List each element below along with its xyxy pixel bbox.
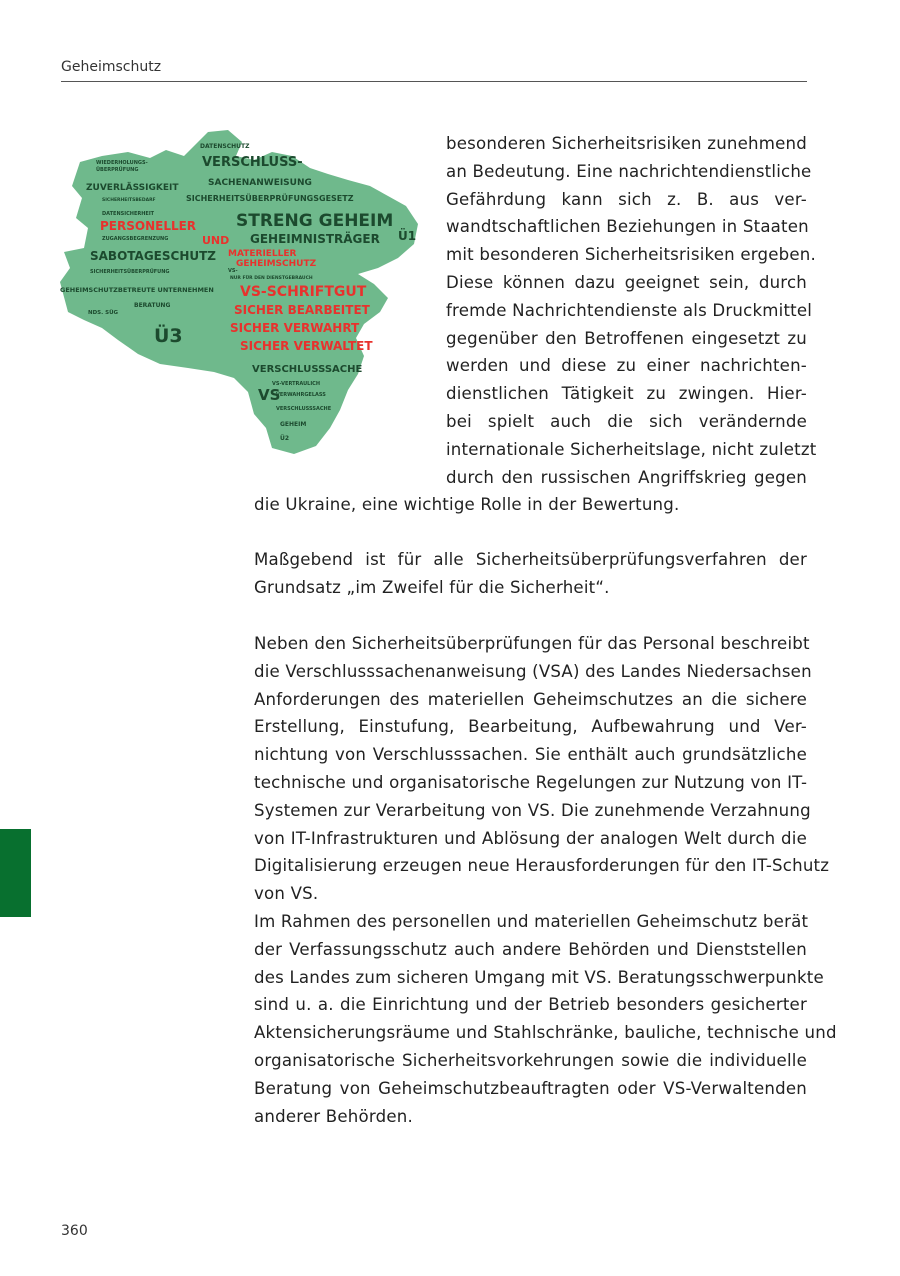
text-line: werden und diese zu einer nachrichten-	[446, 356, 807, 376]
cloud-word: SICHERHEITSÜBERPRÜFUNG	[90, 269, 170, 275]
cloud-word: Ü3	[154, 325, 183, 347]
text-line: mit besonderen Sicherheitsrisiken ergeben.	[446, 245, 816, 265]
cloud-word: NUR FÜR DEN DIENSTGEBRAUCH	[230, 276, 313, 281]
cloud-word: VERSCHLUSSSACHE	[276, 406, 332, 412]
text-line: internationale Sicherheitslage, nicht zuletzt	[446, 439, 817, 459]
cloud-word: NDS. SÜG	[88, 310, 119, 316]
cloud-word: Ü2	[280, 435, 290, 442]
header-rule	[61, 81, 807, 82]
text-line: gegenüber den Betroffenen eingesetzt zu	[446, 328, 807, 348]
cloud-word: SICHER VERWAHRT	[230, 321, 360, 335]
cloud-word: DATENSCHUTZ	[200, 143, 250, 150]
text-line: Im Rahmen des personellen und materiellen Geheimschutz berät	[254, 911, 809, 931]
text-line: wandtschaftlichen Beziehungen in Staaten	[446, 217, 809, 237]
cloud-word: STRENG GEHEIM	[236, 211, 394, 231]
cloud-word: WIEDERHOLUNGS-	[96, 160, 148, 166]
cloud-word: GEHEIMSCHUTZ	[236, 259, 317, 269]
cloud-word: BERATUNG	[134, 302, 171, 309]
text-line: Systemen zur Verarbeitung von VS. Die zunehmende Verzahnung	[254, 800, 811, 820]
text-line: Anforderungen des materiellen Geheimschutzes an die sichere	[254, 689, 807, 709]
text-line: an Bedeutung. Eine nachrichtendienstliche	[446, 161, 812, 181]
cloud-word: SABOTAGESCHUTZ	[90, 249, 216, 263]
text-line: Maßgebend ist für alle Sicherheitsüberprüfungsverfahren der	[254, 550, 807, 569]
running-title: Geheimschutz	[61, 59, 162, 75]
page-number: 360	[61, 1223, 88, 1239]
text-line: Erstellung, Einstufung, Bearbeitung, Aufbewahrung und Ver-	[254, 717, 807, 737]
text-line: organisatorische Sicherheitsvorkehrungen sowie die individuelle	[254, 1050, 807, 1070]
text-line: anderer Behörden.	[254, 1106, 413, 1126]
text-line: Aktensicherungsräume und Stahlschränke, bauliche, technische und	[254, 1023, 837, 1043]
cloud-word: VS-SCHRIFTGUT	[240, 284, 367, 300]
cloud-word: DATENSICHERHEIT	[102, 211, 155, 217]
text-line: fremde Nachrichtendienste als Druckmittel	[446, 300, 813, 320]
text-line: des Landes zum sicheren Umgang mit VS. Beratungsschwerpunkte	[254, 967, 824, 987]
cloud-word: SICHER BEARBEITET	[234, 303, 370, 317]
cloud-word: GEHEIM	[280, 421, 307, 428]
text-line: Grundsatz „im Zweifel für die Sicherheit“.	[254, 577, 610, 597]
cloud-word: UND	[202, 234, 230, 247]
text-line: die Verschlusssachenanweisung (VSA) des Landes Niedersachsen	[254, 661, 812, 681]
text-line: nichtung von Verschlusssachen. Sie enthält auch grundsätzliche	[254, 745, 807, 765]
text-line: Neben den Sicherheitsüberprüfungen für das Personal beschreibt	[254, 634, 810, 653]
cloud-word: SICHERHEITSÜBERPRÜFUNGSGESETZ	[186, 194, 354, 203]
cloud-word: VS-VERTRAULICH	[272, 381, 321, 387]
text-line: technische und organisatorische Regelungen zur Nutzung von IT-	[254, 772, 808, 792]
text-line: Diese können dazu geeignet sein, durch	[446, 272, 807, 292]
cloud-word: ZUGANGSBEGRENZUNG	[102, 236, 169, 242]
cloud-word: PERSONELLER	[100, 219, 197, 233]
cloud-word: SICHER VERWALTET	[240, 339, 373, 353]
chapter-side-tab	[0, 829, 31, 917]
wordcloud-map-image	[58, 128, 424, 458]
cloud-word: VERSCHLUSS-	[202, 155, 303, 170]
text-line: bei spielt auch die sich verändernde	[446, 411, 807, 431]
cloud-word: VS	[258, 386, 281, 404]
text-line: von VS.	[254, 884, 319, 904]
text-line: von IT-Infrastrukturen und Ablösung der analogen Welt durch die	[254, 828, 807, 848]
cloud-word: GEHEIMNISTRÄGER	[250, 232, 380, 246]
paragraph-3	[254, 630, 837, 1130]
text-line: Gefährdung kann sich z. B. aus ver-	[446, 189, 807, 209]
paragraph-1-tail	[254, 491, 807, 519]
text-line: die Ukraine, eine wichtige Rolle in der Bewertung.	[254, 495, 680, 514]
text-line: der Verfassungsschutz auch andere Behörden und Dienststellen	[254, 939, 807, 959]
cloud-word: VERWAHRGELASS	[276, 392, 326, 398]
text-line: Beratung von Geheimschutzbeauftragten oder VS-Verwaltenden	[254, 1078, 807, 1098]
cloud-word: SACHENANWEISUNG	[208, 178, 312, 188]
cloud-word: MATERIELLER	[228, 249, 297, 259]
text-line: dienstlichen Tätigkeit zu zwingen. Hier-	[446, 384, 807, 404]
text-line: besonderen Sicherheitsrisiken zunehmend	[446, 134, 807, 153]
cloud-word: VERSCHLUSSSACHE	[252, 364, 363, 375]
paragraph-1-column	[446, 130, 817, 491]
text-line: durch den russischen Angriffskrieg gegen	[446, 467, 807, 487]
cloud-word: SICHERHEITSBEDARF	[102, 198, 156, 203]
cloud-word: ÜBERPRÜFUNG	[96, 167, 139, 173]
text-line: Digitalisierung erzeugen neue Herausforderungen für den IT-Schutz	[254, 856, 830, 876]
cloud-word: Ü1	[398, 229, 417, 243]
cloud-word: VS-	[228, 268, 238, 274]
paragraph-2	[254, 546, 807, 602]
text-line: sind u. a. die Einrichtung und der Betrieb besonders gesicherter	[254, 995, 807, 1015]
cloud-word: GEHEIMSCHUTZBETREUTE UNTERNEHMEN	[60, 286, 214, 294]
cloud-word: ZUVERLÄSSIGKEIT	[86, 183, 179, 193]
